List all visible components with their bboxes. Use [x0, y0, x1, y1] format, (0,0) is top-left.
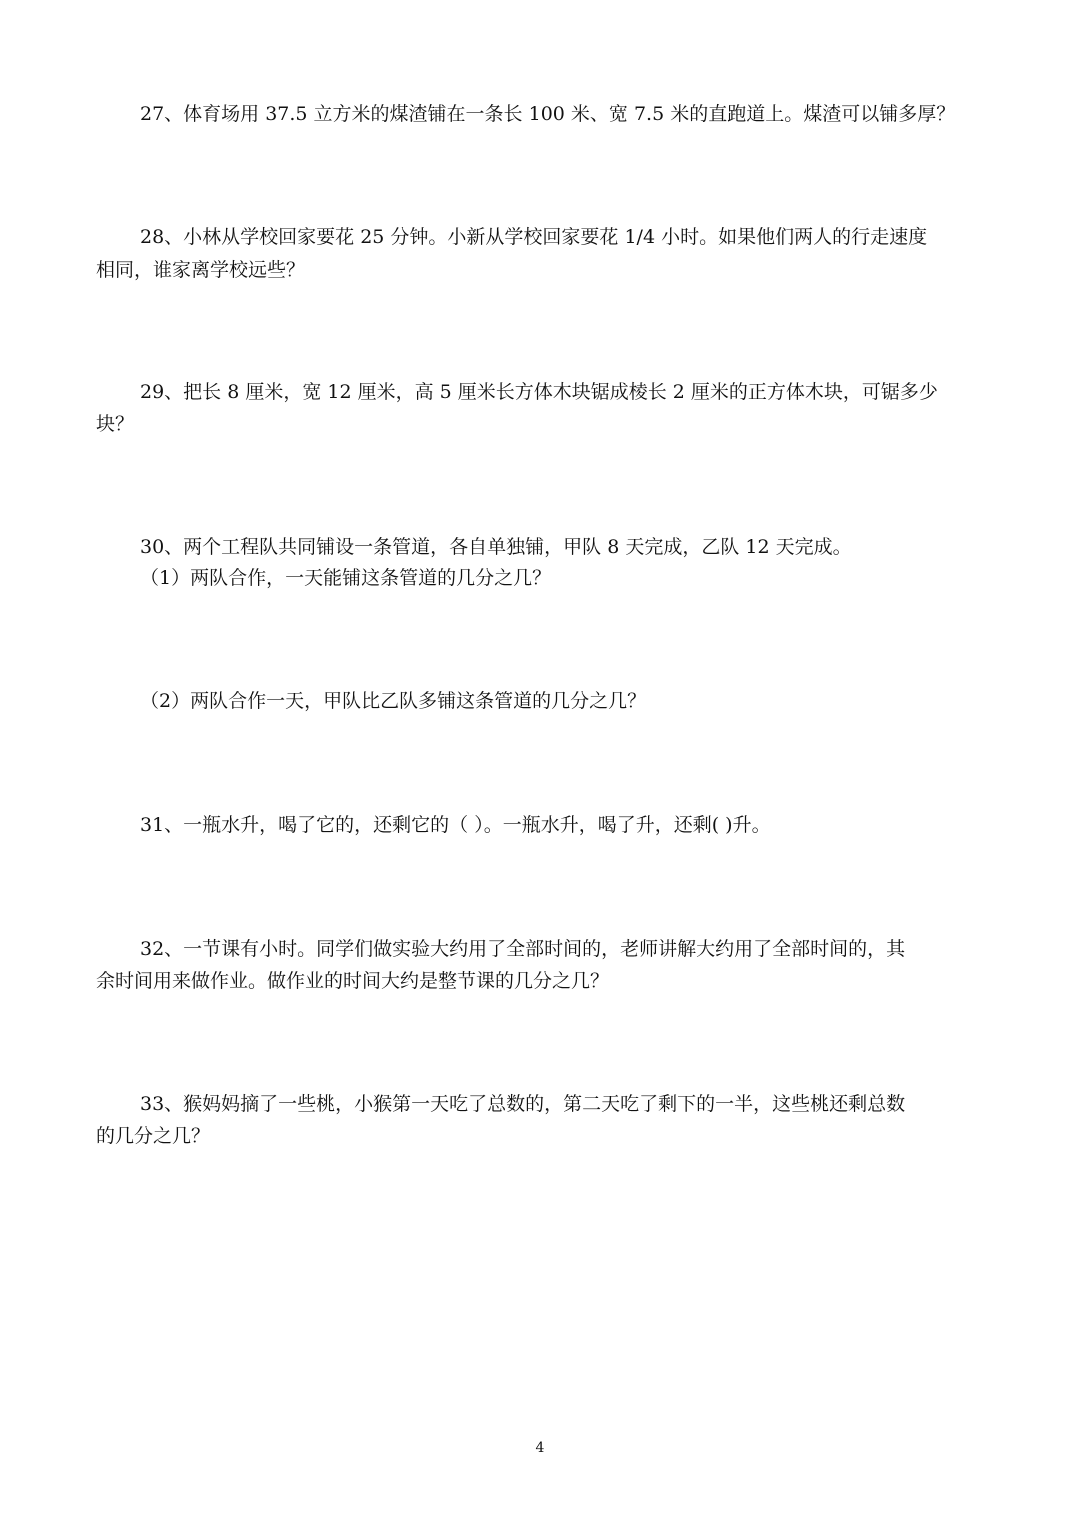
question-32-line-1: 32、一节课有小时。同学们做实验大约用了全部时间的，老师讲解大约用了全部时间的，其 [140, 938, 906, 960]
question-28-line-2: 相同，谁家离学校远些？ [96, 259, 306, 281]
question-28-line-1: 28、小林从学校回家要花 25 分钟。小新从学校回家要花 1/4 小时。如果他们两人的行走速度 [140, 226, 928, 248]
question-29-line-1: 29、把长 8 厘米，宽 12 厘米，高 5 厘米长方体木块锯成棱长 2 厘米的正方体木块，可锯多少 [140, 381, 938, 403]
question-30-line-1: 30、两个工程队共同铺设一条管道，各自单独铺，甲队 8 天完成，乙队 12 天完成。 [140, 536, 852, 558]
question-31-line-1: 31、一瓶水升，喝了它的，还剩它的（ ）。一瓶水升，喝了升，还剩( )升。 [140, 814, 771, 836]
question-30-part-1: （1）两队合作，一天能铺这条管道的几分之几？ [140, 567, 552, 589]
question-29-line-2: 块？ [96, 413, 135, 435]
question-33-line-2: 的几分之几？ [96, 1125, 211, 1147]
question-33-line-1: 33、猴妈妈摘了一些桃，小猴第一天吃了总数的，第二天吃了剩下的一半，这些桃还剩总数 [140, 1093, 906, 1115]
question-27-line-1: 27、体育场用 37.5 立方米的煤渣铺在一条长 100 米、宽 7.5 米的直跑道上。煤渣可以铺多厚？ [140, 103, 956, 125]
question-32-line-2: 余时间用来做作业。做作业的时间大约是整节课的几分之几？ [96, 970, 610, 992]
question-30-part-2: （2）两队合作一天，甲队比乙队多铺这条管道的几分之几？ [140, 690, 647, 712]
page-number: 4 [535, 1440, 545, 1456]
